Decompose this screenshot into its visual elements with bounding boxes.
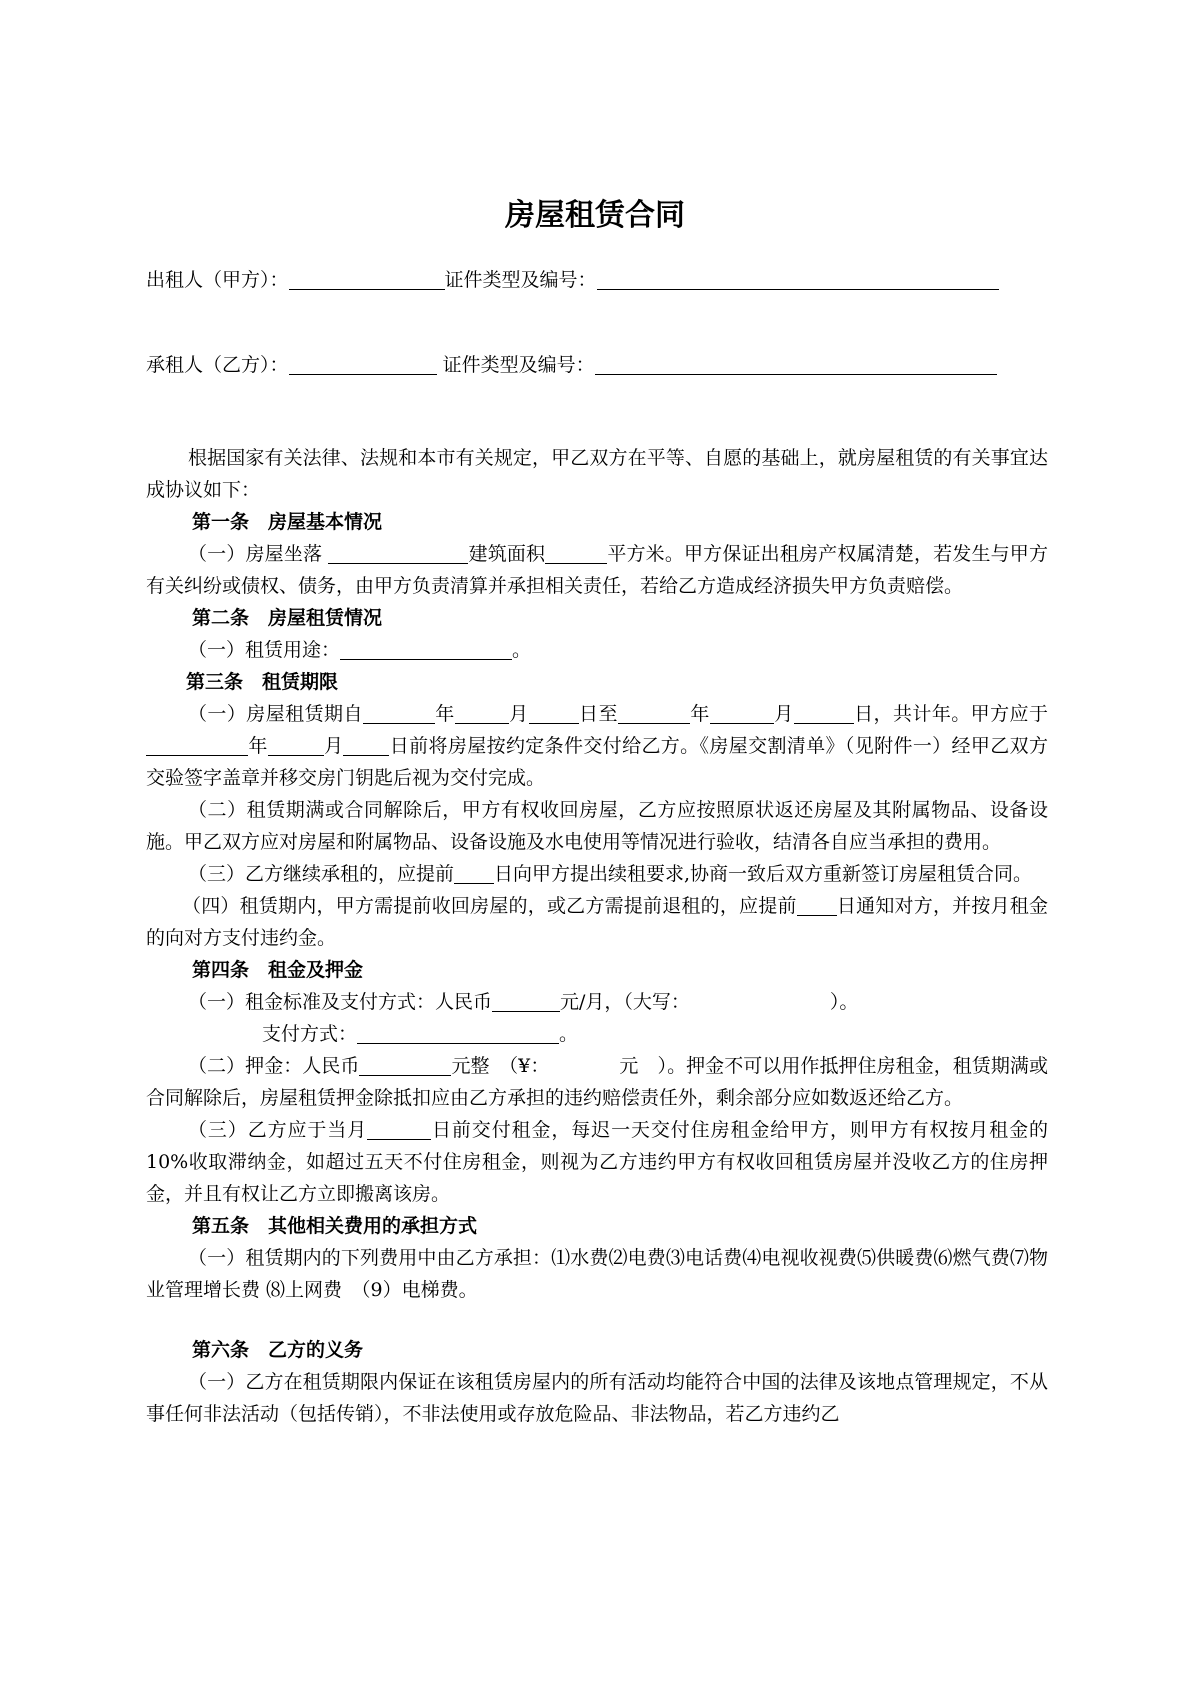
party-a-label: 出租人（甲方）： [146,269,289,291]
article-1-clause-1 [146,538,1048,602]
renewal-days-blank[interactable] [454,861,494,884]
start-year-blank[interactable] [363,701,435,724]
clause-text: （四）租赁期内，甲方需提前收回房屋的，或乙方需提前退租的，应提前 [182,895,797,917]
document-title: 房屋租赁合同 [505,198,685,233]
article-3-heading: 第三条 租赁期限 [186,671,339,693]
article-1-heading: 第一条 房屋基本情况 [192,511,383,533]
clause-text: 日前交付租金，每迟一天交付住房租金给甲方，则甲方有权按月租金的10%收取滞纳金，如超过五天不付住房租金，则视为乙方违约甲方有权收回租赁房屋并没收乙方的住房押金，并且有权让乙方立即搬离该房。 [146,1119,1048,1205]
clause-text: ）。 [829,991,859,1013]
usage-blank[interactable] [340,637,512,660]
party-a-id-label: 证件类型及编号： [444,269,597,291]
clause-text: 日前将房屋按约定条件交付给乙方。《房屋交割清单》（见附件一）经甲乙双方交验签字盖章并移交房门钥匙后视为交付完成。 [146,735,1048,789]
clause-text: 元 ）。押金不可以用作抵押住房租金，租赁期满或合同解除后，房屋租赁押金除抵扣应由乙方承担的违约赔偿责任外，剩余部分应如数返还给乙方。 [146,1055,1048,1109]
article-3-clause-3 [146,858,1048,890]
end-year-blank[interactable] [618,701,690,724]
clause-text: 支付方式： [262,1023,358,1045]
clause-text: （一）租金标准及支付方式：人民币 [188,991,493,1013]
monthly-rent-blank[interactable] [492,989,560,1012]
clause-text: 日至 [578,703,618,725]
clause-text: 建筑面积 [468,543,546,565]
location-blank[interactable] [328,541,468,564]
clause-text: （二）押金：人民币 [188,1055,360,1077]
clause-text: 年 [689,703,710,725]
article-6-clause-1: （一）乙方在租赁期限内保证在该租赁房屋内的所有活动均能符合中国的法律及该地点管理规定，不从事任何非法活动（包括传销），不非法使用或存放危险品、非法物品，若乙方违约乙 [146,1371,1048,1425]
party-a-row [146,265,1046,295]
article-4-clause-1 [146,986,1048,1018]
article-5-clause-1: （一）租赁期内的下列费用中由乙方承担：⑴水费⑵电费⑶电话费⑷电视收视费⑸供暖费⑹燃气费⑺物业管理增长费 ⑻上网费 （9）电梯费。 [146,1247,1048,1301]
article-5-heading: 第五条 其他相关费用的承担方式 [192,1215,478,1237]
article-4-clause-2 [146,1050,1048,1114]
clause-text: 月 [323,735,344,757]
area-blank[interactable] [545,541,607,564]
clause-text: （三）乙方应于当月 [188,1119,368,1141]
article-4-clause-3 [146,1114,1048,1210]
contract-body [146,442,1048,1430]
article-4-heading: 第四条 租金及押金 [192,959,364,981]
deposit-amount-blank[interactable] [359,1053,451,1076]
rent-due-day-blank[interactable] [367,1117,431,1140]
party-b-name-blank[interactable] [289,352,437,375]
clause-text: （一）房屋坐落 [188,543,329,565]
end-month-blank[interactable] [710,701,774,724]
end-day-blank[interactable] [794,701,854,724]
clause-text: 。 [512,639,532,661]
party-b-row [146,350,1046,380]
clause-text: 平方米。甲方保证出租房产权属清楚，若发生与甲方有关纠纷或债权、债务，由甲方负责清算并承担相关责任，若给乙方造成经济损失甲方负责赔偿。 [146,543,1048,597]
party-b-id-blank[interactable] [595,352,997,375]
clause-text: 日通知对方，并按月租金的向对方支付违约金。 [146,895,1048,949]
article-3-clause-1 [146,698,1048,794]
article-2-clause-1 [146,634,1048,666]
clause-text: 。 [559,1023,579,1045]
clause-text: 元整 （¥： [451,1055,550,1077]
handover-day-blank[interactable] [343,733,389,756]
clause-text: 元/月，（大写： [560,991,690,1013]
clause-text: 月 [508,703,529,725]
preamble: 根据国家有关法律、法规和本市有关规定，甲乙双方在平等、自愿的基础上，就房屋租赁的有关事宜达成协议如下： [146,447,1048,501]
clause-text: 月 [773,703,794,725]
party-b-label: 承租人（乙方）： [146,354,289,376]
article-3-clause-4 [146,890,1048,954]
clause-text: （一）租赁用途： [188,639,341,661]
article-2-heading: 第二条 房屋租赁情况 [192,607,383,629]
party-a-name-blank[interactable] [289,267,445,290]
notice-days-blank[interactable] [797,893,837,916]
payment-method-blank[interactable] [357,1021,559,1044]
start-month-blank[interactable] [455,701,509,724]
clause-text: 日向甲方提出续租要求,协商一致后双方重新签订房屋租赁合同。 [494,863,1033,885]
start-day-blank[interactable] [529,701,579,724]
article-6-heading: 第六条 乙方的义务 [192,1339,364,1361]
spacer [146,1306,1048,1334]
party-a-id-blank[interactable] [597,267,999,290]
article-3-clause-2: （二）租赁期满或合同解除后，甲方有权收回房屋，乙方应按照原状返还房屋及其附属物品、设备设施。甲乙双方应对房屋和附属物品、设备设施及水电使用等情况进行验收，结清各自应当承担的费用。 [146,799,1048,853]
clause-text: 日，共计年。甲方应于 [853,703,1048,725]
clause-text: （一）房屋租赁期自 [188,703,363,725]
clause-text: （三）乙方继续承租的，应提前 [188,863,455,885]
payment-method [146,1018,1048,1050]
handover-year-blank[interactable] [146,733,248,756]
clause-text: 年 [248,735,268,757]
party-b-id-label: 证件类型及编号： [442,354,595,376]
handover-month-blank[interactable] [268,733,324,756]
clause-text: 年 [434,703,455,725]
